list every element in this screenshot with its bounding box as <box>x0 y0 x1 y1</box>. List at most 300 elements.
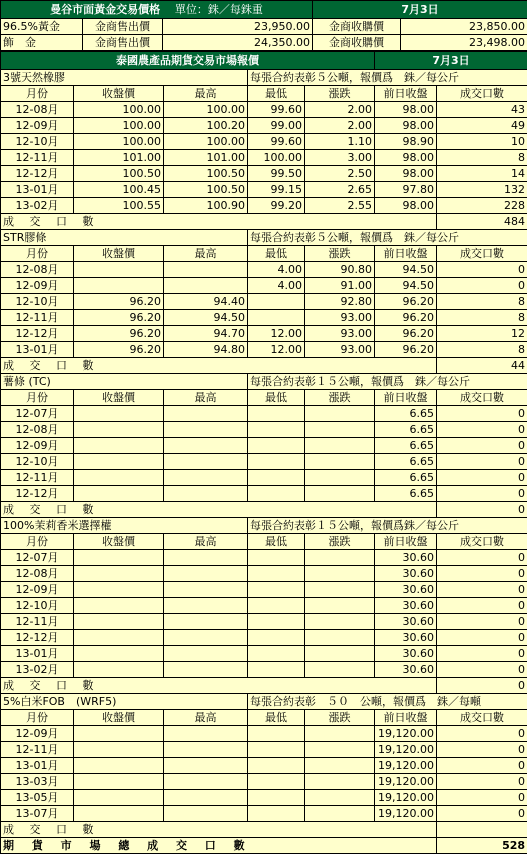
table-cell <box>248 726 305 742</box>
table-cell: 2.50 <box>305 166 375 182</box>
table-cell: 8 <box>437 310 527 326</box>
table-cell: 30.60 <box>375 630 437 646</box>
column-header: 月份 <box>1 534 74 550</box>
table-cell <box>305 406 375 422</box>
table-cell: 13-05月 <box>1 790 74 806</box>
table-row <box>1 550 527 566</box>
section-header <box>1 694 527 710</box>
table-cell <box>164 630 248 646</box>
table-row <box>1 790 527 806</box>
column-header: 成交口數 <box>437 86 527 102</box>
table-cell <box>305 454 375 470</box>
column-header: 最高 <box>164 246 248 262</box>
table-cell: 13-01月 <box>1 342 74 358</box>
table-cell: 0 <box>437 438 527 454</box>
table-cell <box>305 742 375 758</box>
table-cell <box>74 438 164 454</box>
table-cell: 12-10月 <box>1 294 74 310</box>
table-cell: 12-11月 <box>1 470 74 486</box>
column-header: 最低 <box>248 246 305 262</box>
section-desc: 每張合約表彰 ５０ 公噸，報價爲 銖／每噸 <box>248 694 527 710</box>
gold-title: 曼谷市面黃金交易價格 <box>50 3 160 16</box>
table-cell <box>305 662 375 678</box>
table-cell: 4.00 <box>248 278 305 294</box>
table-cell: 13-07月 <box>1 806 74 822</box>
table-cell: 100.00 <box>164 102 248 118</box>
table-cell: 12-10月 <box>1 454 74 470</box>
table-cell <box>248 566 305 582</box>
table-cell: 94.50 <box>164 310 248 326</box>
section-header <box>1 70 527 86</box>
table-row <box>1 662 527 678</box>
table-cell: 100.55 <box>74 198 164 214</box>
table-cell: 6.65 <box>375 406 437 422</box>
table-row <box>1 150 527 166</box>
table-cell <box>74 454 164 470</box>
table-cell <box>248 790 305 806</box>
table-cell: 100.00 <box>74 118 164 134</box>
table-row <box>1 182 527 198</box>
table-cell <box>248 646 305 662</box>
table-cell: 19,120.00 <box>375 758 437 774</box>
table-cell: 12-08月 <box>1 102 74 118</box>
table-row <box>1 742 527 758</box>
table-cell: 91.00 <box>305 278 375 294</box>
section-total-row <box>1 822 527 838</box>
table-cell <box>164 662 248 678</box>
section-total-label: 成 交 口 數 <box>1 502 437 518</box>
column-header: 最低 <box>248 390 305 406</box>
table-cell: 0 <box>437 614 527 630</box>
table-cell <box>164 742 248 758</box>
futures-body <box>1 70 527 838</box>
table-cell: 12-11月 <box>1 742 74 758</box>
table-cell: 100.00 <box>74 102 164 118</box>
section-total-row <box>1 678 527 694</box>
table-cell: 0 <box>437 454 527 470</box>
section-desc: 每張合約表彰５公噸，報價爲 銖／每公斤 <box>248 70 527 86</box>
table-cell <box>305 646 375 662</box>
table-cell: 30.60 <box>375 614 437 630</box>
table-cell: 19,120.00 <box>375 806 437 822</box>
table-cell: 12-09月 <box>1 582 74 598</box>
column-header: 前日收盤 <box>375 246 437 262</box>
table-cell: 0 <box>437 470 527 486</box>
table-cell: 30.60 <box>375 662 437 678</box>
section-desc: 每張合約表彰５公噸，報價爲 銖／每公斤 <box>248 230 527 246</box>
futures-title: 泰國農產品期貨交易市場報價 <box>1 52 375 70</box>
table-cell <box>74 406 164 422</box>
table-row <box>1 118 527 134</box>
column-header: 月份 <box>1 710 74 726</box>
column-header: 最高 <box>164 710 248 726</box>
table-cell: 19,120.00 <box>375 742 437 758</box>
column-header: 漲跌 <box>305 534 375 550</box>
table-cell <box>305 758 375 774</box>
column-header: 收盤價 <box>74 534 164 550</box>
table-cell: 96.20 <box>375 310 437 326</box>
table-cell: 98.00 <box>375 150 437 166</box>
section-name: 3號天然橡膠 <box>1 70 248 86</box>
section-name: 5%白米FOB (WRF5) <box>1 694 248 710</box>
table-cell: 30.60 <box>375 582 437 598</box>
table-row <box>1 134 527 150</box>
table-cell <box>248 422 305 438</box>
table-cell: 1.10 <box>305 134 375 150</box>
table-cell: 0 <box>437 774 527 790</box>
table-cell <box>305 774 375 790</box>
table-cell: 100.45 <box>74 182 164 198</box>
column-header-row <box>1 710 527 726</box>
table-row <box>1 582 527 598</box>
table-cell <box>305 486 375 502</box>
table-cell: 13-02月 <box>1 662 74 678</box>
gold-sell-label: 金商售出價 <box>83 35 163 51</box>
table-cell: 96.20 <box>74 326 164 342</box>
table-cell <box>164 758 248 774</box>
table-cell: 30.60 <box>375 598 437 614</box>
table-cell: 12-12月 <box>1 630 74 646</box>
table-cell <box>74 742 164 758</box>
table-cell: 0 <box>437 550 527 566</box>
table-cell: 0 <box>437 406 527 422</box>
grand-total-value: 528 <box>437 838 527 854</box>
table-cell <box>248 742 305 758</box>
section-total-label: 成 交 口 數 <box>1 822 437 838</box>
column-header-row <box>1 246 527 262</box>
column-header: 成交口數 <box>437 246 527 262</box>
table-cell <box>164 470 248 486</box>
table-cell: 0 <box>437 262 527 278</box>
table-cell: 0 <box>437 806 527 822</box>
section-desc: 每張合約表彰１５公噸，報價爲銖／每公斤 <box>248 518 527 534</box>
section-header <box>1 230 527 246</box>
table-cell: 96.20 <box>375 294 437 310</box>
table-cell: 98.90 <box>375 134 437 150</box>
table-cell <box>248 614 305 630</box>
table-cell: 98.00 <box>375 102 437 118</box>
gold-buy-label: 金商收購價 <box>313 19 401 35</box>
table-cell: 12-12月 <box>1 326 74 342</box>
table-cell: 30.60 <box>375 550 437 566</box>
section-total-label: 成 交 口 數 <box>1 214 437 230</box>
table-row <box>1 422 527 438</box>
section-total-value: 484 <box>437 214 527 230</box>
section-total-value: 44 <box>437 358 527 374</box>
section-total-row <box>1 214 527 230</box>
table-cell: 12-09月 <box>1 278 74 294</box>
table-cell: 0 <box>437 486 527 502</box>
table-cell: 100.00 <box>164 134 248 150</box>
table-cell <box>164 726 248 742</box>
table-cell: 99.15 <box>248 182 305 198</box>
table-cell <box>164 486 248 502</box>
column-header: 收盤價 <box>74 246 164 262</box>
table-cell: 12 <box>437 326 527 342</box>
table-cell <box>248 582 305 598</box>
table-cell <box>74 774 164 790</box>
table-row <box>1 166 527 182</box>
table-cell: 2.55 <box>305 198 375 214</box>
table-cell: 12.00 <box>248 326 305 342</box>
gold-date: 7月3日 <box>313 1 527 19</box>
table-cell <box>164 614 248 630</box>
table-cell: 12-09月 <box>1 438 74 454</box>
table-cell <box>74 262 164 278</box>
table-cell: 100.50 <box>164 166 248 182</box>
table-cell <box>248 630 305 646</box>
table-cell <box>305 566 375 582</box>
table-cell: 93.00 <box>305 342 375 358</box>
gold-sell-price: 23,950.00 <box>163 19 313 35</box>
section-total-value: 0 <box>437 678 527 694</box>
column-header: 漲跌 <box>305 246 375 262</box>
column-header: 成交口數 <box>437 710 527 726</box>
table-cell: 13-01月 <box>1 758 74 774</box>
column-header: 月份 <box>1 86 74 102</box>
column-header-row <box>1 534 527 550</box>
table-row <box>1 470 527 486</box>
section-header <box>1 374 527 390</box>
table-cell: 228 <box>437 198 527 214</box>
gold-buy-price: 23,498.00 <box>401 35 527 51</box>
table-cell: 92.80 <box>305 294 375 310</box>
gold-unit: 單位：銖／每銖重 <box>175 3 263 16</box>
table-cell: 93.00 <box>305 326 375 342</box>
gold-title-cell <box>1 1 313 19</box>
table-cell: 12-09月 <box>1 118 74 134</box>
table-cell <box>248 310 305 326</box>
table-cell <box>74 646 164 662</box>
table-cell: 101.00 <box>164 150 248 166</box>
table-cell <box>305 630 375 646</box>
table-cell <box>305 470 375 486</box>
table-cell: 0 <box>437 630 527 646</box>
gold-price-table <box>0 0 527 51</box>
table-cell: 100.20 <box>164 118 248 134</box>
table-row <box>1 614 527 630</box>
section-name: 100%茉莉香米選擇權 <box>1 518 248 534</box>
table-cell: 98.00 <box>375 166 437 182</box>
table-cell <box>248 454 305 470</box>
table-cell: 97.80 <box>375 182 437 198</box>
table-cell: 6.65 <box>375 486 437 502</box>
column-header: 前日收盤 <box>375 710 437 726</box>
table-cell: 13-01月 <box>1 182 74 198</box>
table-row <box>1 566 527 582</box>
table-row <box>1 326 527 342</box>
table-cell: 12-08月 <box>1 566 74 582</box>
table-cell: 0 <box>437 742 527 758</box>
table-cell <box>164 422 248 438</box>
table-cell: 13-02月 <box>1 198 74 214</box>
table-row <box>1 726 527 742</box>
table-cell <box>305 438 375 454</box>
table-cell: 6.65 <box>375 438 437 454</box>
table-row <box>1 774 527 790</box>
table-cell <box>164 646 248 662</box>
table-cell: 100.50 <box>74 166 164 182</box>
table-cell <box>74 630 164 646</box>
table-cell <box>164 598 248 614</box>
section-total-value <box>437 822 527 838</box>
table-row <box>1 406 527 422</box>
table-cell: 0 <box>437 758 527 774</box>
table-cell: 49 <box>437 118 527 134</box>
table-cell: 10 <box>437 134 527 150</box>
table-cell <box>248 774 305 790</box>
table-cell: 0 <box>437 790 527 806</box>
table-row <box>1 278 527 294</box>
section-desc: 每張合約表彰１５公噸，報價爲 銖／每公斤 <box>248 374 527 390</box>
table-cell <box>74 486 164 502</box>
column-header: 最高 <box>164 86 248 102</box>
table-cell: 6.65 <box>375 470 437 486</box>
table-cell <box>164 406 248 422</box>
table-cell: 100.00 <box>248 150 305 166</box>
section-total-value: 0 <box>437 502 527 518</box>
column-header: 最高 <box>164 390 248 406</box>
table-cell: 94.80 <box>164 342 248 358</box>
column-header: 收盤價 <box>74 710 164 726</box>
table-row <box>1 646 527 662</box>
table-cell <box>164 582 248 598</box>
table-cell: 0 <box>437 726 527 742</box>
section-total-row <box>1 358 527 374</box>
table-cell: 2.00 <box>305 118 375 134</box>
table-cell: 12-08月 <box>1 262 74 278</box>
table-cell: 100.50 <box>164 182 248 198</box>
gold-name: 96.5%黃金 <box>1 19 83 35</box>
gold-row <box>1 35 527 51</box>
table-cell: 132 <box>437 182 527 198</box>
section-total-label: 成 交 口 數 <box>1 358 437 374</box>
table-cell: 30.60 <box>375 566 437 582</box>
table-cell: 12-11月 <box>1 310 74 326</box>
table-cell: 96.20 <box>375 342 437 358</box>
table-cell: 0 <box>437 278 527 294</box>
column-header: 漲跌 <box>305 390 375 406</box>
table-row <box>1 454 527 470</box>
gold-sell-price: 24,350.00 <box>163 35 313 51</box>
table-cell: 96.20 <box>74 342 164 358</box>
column-header: 前日收盤 <box>375 534 437 550</box>
table-cell <box>74 598 164 614</box>
table-cell <box>164 790 248 806</box>
table-cell: 6.65 <box>375 454 437 470</box>
table-cell: 99.60 <box>248 134 305 150</box>
table-cell <box>248 294 305 310</box>
table-cell: 0 <box>437 582 527 598</box>
table-cell: 19,120.00 <box>375 774 437 790</box>
table-cell: 43 <box>437 102 527 118</box>
gold-name: 飾 金 <box>1 35 83 51</box>
column-header: 最低 <box>248 710 305 726</box>
table-cell: 14 <box>437 166 527 182</box>
table-cell: 96.20 <box>74 294 164 310</box>
section-name: 薯條 (TC) <box>1 374 248 390</box>
table-cell: 12-07月 <box>1 406 74 422</box>
table-cell: 12-10月 <box>1 598 74 614</box>
table-cell <box>74 662 164 678</box>
section-total-row <box>1 502 527 518</box>
table-cell: 12-11月 <box>1 614 74 630</box>
table-cell <box>74 614 164 630</box>
column-header: 成交口數 <box>437 390 527 406</box>
table-cell <box>305 726 375 742</box>
grand-total-label: 期 貨 市 場 總 成 交 口 數 <box>1 838 437 854</box>
table-row <box>1 438 527 454</box>
table-cell: 96.20 <box>375 326 437 342</box>
table-row <box>1 598 527 614</box>
table-row <box>1 630 527 646</box>
table-cell: 4.00 <box>248 262 305 278</box>
table-row <box>1 294 527 310</box>
table-cell <box>248 598 305 614</box>
table-cell: 12-10月 <box>1 134 74 150</box>
table-cell: 94.70 <box>164 326 248 342</box>
table-cell <box>164 550 248 566</box>
table-cell <box>74 422 164 438</box>
table-cell <box>74 726 164 742</box>
table-cell: 101.00 <box>74 150 164 166</box>
column-header: 收盤價 <box>74 390 164 406</box>
table-row <box>1 102 527 118</box>
table-row <box>1 486 527 502</box>
table-row <box>1 198 527 214</box>
table-cell <box>305 614 375 630</box>
table-cell: 2.00 <box>305 102 375 118</box>
table-cell <box>74 278 164 294</box>
table-row <box>1 262 527 278</box>
table-cell: 12-11月 <box>1 150 74 166</box>
table-row <box>1 758 527 774</box>
table-cell: 100.90 <box>164 198 248 214</box>
table-cell <box>74 790 164 806</box>
gold-buy-label: 金商收購價 <box>313 35 401 51</box>
column-header: 最低 <box>248 86 305 102</box>
table-cell <box>305 598 375 614</box>
table-cell: 98.00 <box>375 198 437 214</box>
table-cell: 6.65 <box>375 422 437 438</box>
table-cell: 13-03月 <box>1 774 74 790</box>
column-header: 漲跌 <box>305 710 375 726</box>
table-cell: 12-09月 <box>1 726 74 742</box>
table-cell: 90.80 <box>305 262 375 278</box>
table-cell <box>74 550 164 566</box>
table-cell: 2.65 <box>305 182 375 198</box>
table-row <box>1 342 527 358</box>
table-cell: 98.00 <box>375 118 437 134</box>
table-cell: 0 <box>437 646 527 662</box>
table-cell: 99.60 <box>248 102 305 118</box>
table-row <box>1 310 527 326</box>
table-cell <box>305 550 375 566</box>
gold-buy-price: 23,850.00 <box>401 19 527 35</box>
futures-table <box>0 51 527 854</box>
gold-sell-label: 金商售出價 <box>83 19 163 35</box>
table-cell <box>248 486 305 502</box>
table-cell <box>74 582 164 598</box>
table-cell <box>74 758 164 774</box>
column-header: 前日收盤 <box>375 390 437 406</box>
table-cell <box>164 278 248 294</box>
table-cell: 0 <box>437 662 527 678</box>
table-cell: 0 <box>437 598 527 614</box>
table-cell: 12-08月 <box>1 422 74 438</box>
table-cell <box>248 406 305 422</box>
gold-rows <box>1 19 527 51</box>
